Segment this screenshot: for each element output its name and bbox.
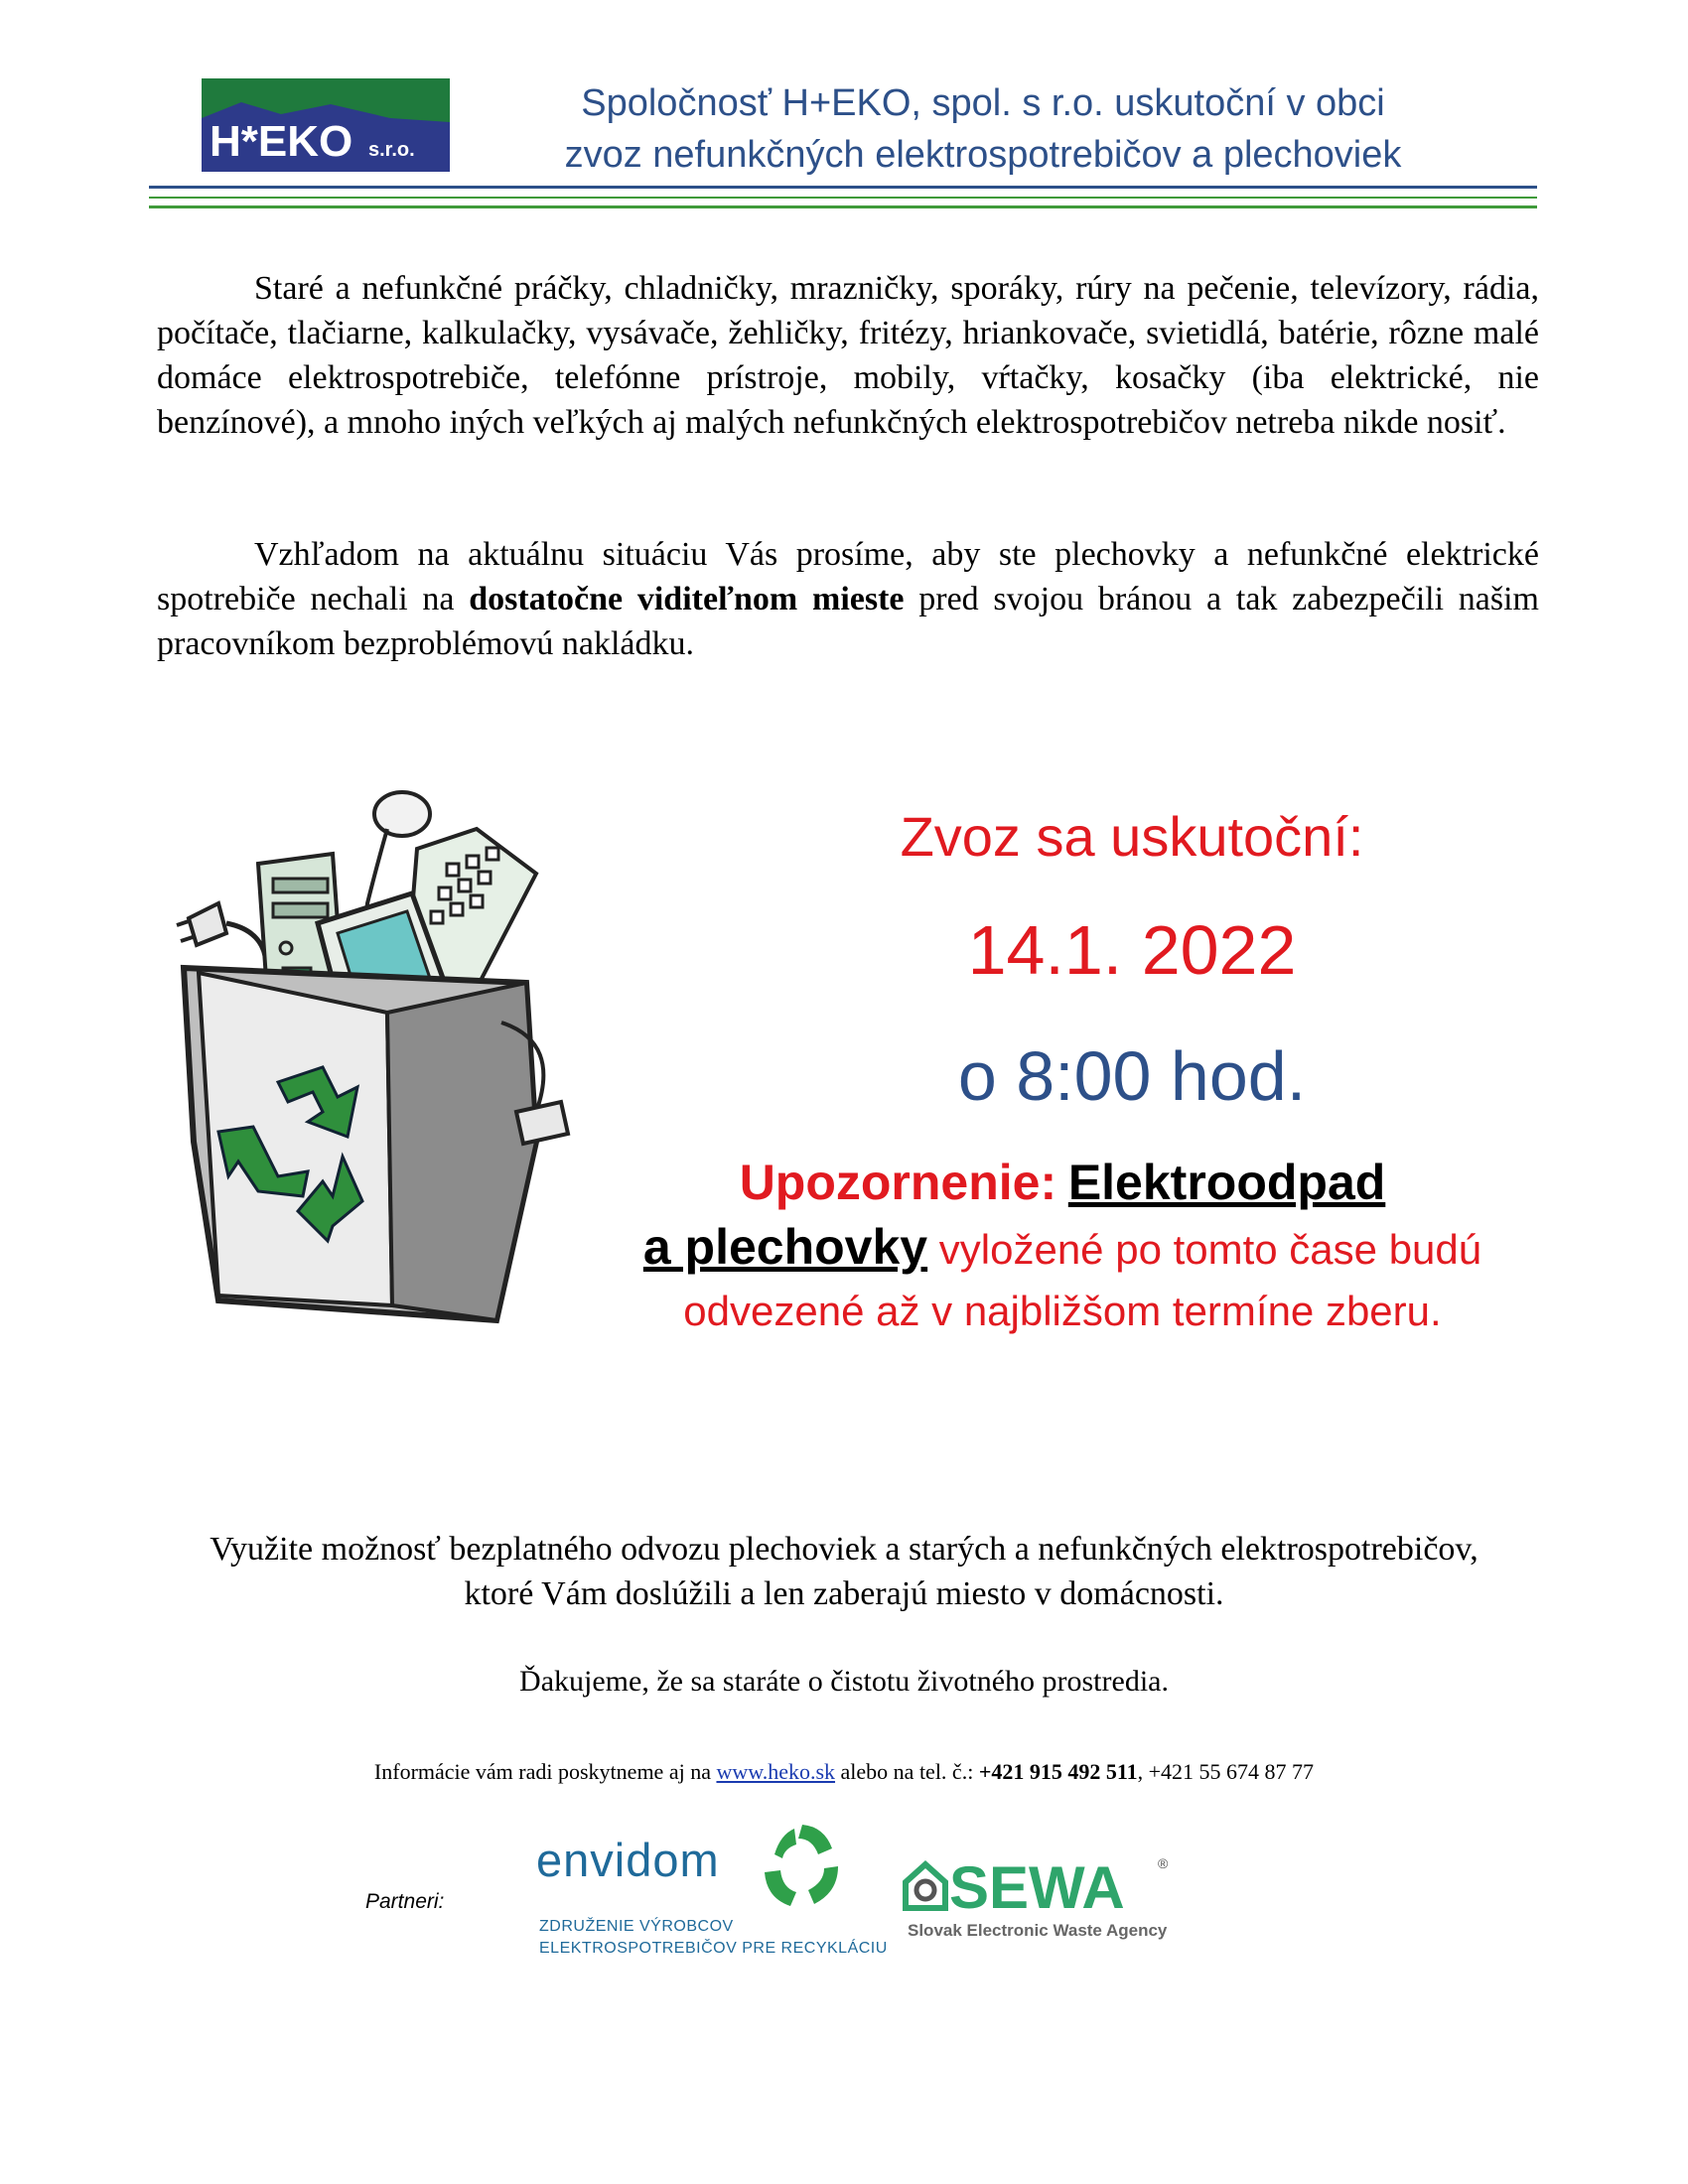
notice-item-ewaste: Elektroodpad — [1067, 1155, 1386, 1210]
closing-invitation: Využite možnosť bezplatného odvozu plechoviek a starých a nefunkčných elektrospotrebičov, ktoré Vám doslúžili a len zaberajú miesto v domácnosti. — [210, 1531, 1478, 1612]
phone-secondary: +421 55 674 87 77 — [1148, 1759, 1315, 1784]
envidom-sub-line1: ZDRUŽENIE VÝROBCOV — [539, 1918, 734, 1935]
website-link[interactable]: www.heko.sk — [716, 1759, 836, 1784]
envidom-recycle-icon — [755, 1819, 850, 1914]
request-paragraph — [157, 532, 1539, 666]
recycle-bin-illustration — [159, 784, 635, 1330]
contact-prefix: Informácie vám radi poskytneme aj na — [373, 1759, 717, 1784]
header-title-line2: zvoz nefunkčných elektrospotrebičov a plechoviek — [564, 134, 1402, 176]
request-text-start: Vzhľadom na aktuálnu situáciu Vás prosíme, aby ste plechovky a nefunkčné elektrické spotrebiče nechali na — [157, 536, 1539, 617]
sewa-logo — [902, 1846, 1180, 1956]
contact-middle: alebo na tel. č.: — [835, 1759, 979, 1784]
logo-text: H*EKO — [210, 117, 353, 166]
envidom-logo-subtitle — [539, 1916, 888, 1960]
header-divider — [149, 186, 1537, 189]
heko-logo — [202, 78, 450, 172]
notice-rest: vyložené po tomto čase budú odvezené až v najbližšom termíne zberu. — [683, 1226, 1482, 1334]
notice-block — [635, 1152, 1489, 1342]
notice-item-cans: a plechovky — [642, 1219, 928, 1275]
pickup-time: o 8:00 hod. — [957, 1037, 1307, 1115]
phone-primary: +421 915 492 511 — [978, 1759, 1138, 1784]
request-text-bold: dostatočne viditeľnom mieste — [469, 581, 905, 617]
sewa-registered: ® — [1158, 1855, 1169, 1871]
header-divider — [149, 197, 1537, 199]
phone-separator: , — [1137, 1759, 1149, 1784]
closing-thanks: Ďakujeme, že sa staráte o čistotu životného prostredia. — [519, 1665, 1169, 1698]
request-text-end: pred svojou bránou a tak zabezpečili našim pracovníkom bezproblémovú nakládku. — [157, 581, 1540, 662]
envidom-logo-name: envidom — [536, 1834, 720, 1886]
notice-colon: : — [1040, 1155, 1057, 1210]
header-divider — [149, 205, 1537, 208]
logo-suffix: s.r.o. — [368, 139, 415, 161]
header-title-line1: Spoločnosť H+EKO, spol. s r.o. uskutoční v obci — [581, 82, 1385, 124]
pickup-date: 14.1. 2022 — [967, 911, 1297, 989]
header-title — [467, 77, 1499, 181]
intro-paragraph: Staré a nefunkčné práčky, chladničky, mrazničky, sporáky, rúry na pečenie, televízory, rádia, počítače, tlačiarne, kalkulačky, vysávače, žehličky, fritézy, hriankovače, svietidlá, batérie, rôzne malé domáce elektrospotrebiče, telefónne prístroje, mobily, vŕtačky, kosačky (iba elektrické, nie benzínové), a mnoho iných veľkých aj malých nefunkčných elektrospotrebičov netreba nikde nosiť. — [157, 270, 1539, 441]
pickup-heading: Zvoz sa uskutoční: — [900, 805, 1364, 868]
notice-label: Upozornenie — [739, 1155, 1041, 1210]
contact-info — [149, 1757, 1539, 1787]
sewa-name: SEWA — [949, 1854, 1125, 1921]
envidom-sub-line2: ELEKTROSPOTREBIČOV PRE RECYKLÁCIU — [539, 1940, 888, 1957]
sewa-subtitle: Slovak Electronic Waste Agency — [908, 1921, 1168, 1940]
partners-label: Partneri: — [365, 1890, 445, 1913]
